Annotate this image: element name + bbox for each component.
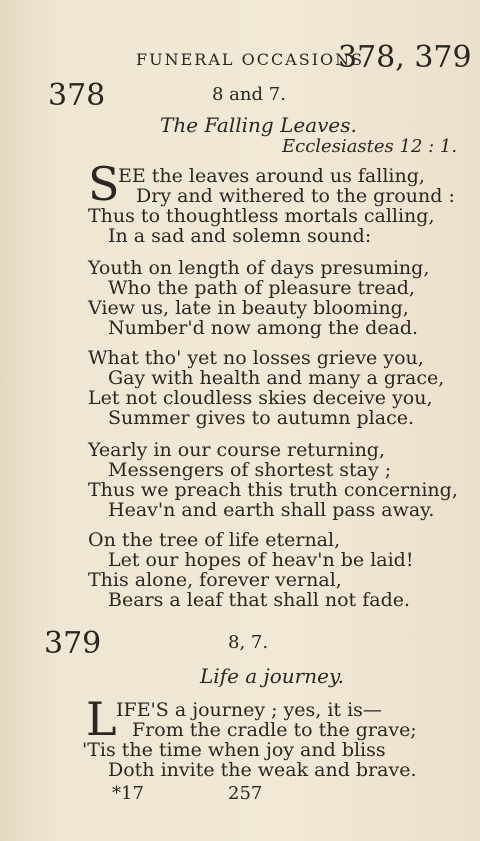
stanza [88,530,413,610]
verse-line: Thus we preach this truth concerning, [88,479,458,501]
verse-line: Summer gives to autumn place. [108,407,414,429]
verse-line: Gay with health and many a grace, [108,367,445,389]
hymn-number: 378 [48,78,106,113]
page-number: 257 [228,783,263,804]
drop-cap: L [86,692,117,746]
drop-cap: S [88,157,120,211]
verse-line: Doth invite the weak and brave. [108,759,417,781]
verse-line: From the cradle to the grave; [132,719,417,741]
hymn-title: Life a journey. [200,664,344,688]
hymn-number: 379 [44,626,102,661]
verse-line: Dry and withered to the ground : [136,185,455,207]
scripture-reference: Ecclesiastes 12 : 1. [282,136,458,157]
verse-line: Let our hopes of heav'n be laid! [108,549,414,571]
stanza [82,692,417,781]
hymn-meter: 8, 7. [228,632,269,653]
signature-mark: *17 [112,783,144,804]
verse-line: In a sad and solemn sound: [108,225,372,247]
verse-line: View us, late in beauty blooming, [88,297,409,319]
hymn-title: The Falling Leaves. [160,113,357,137]
stanza [88,157,455,247]
verse-line: Who the path of pleasure tread, [108,277,415,299]
verse-line: Thus to thoughtless mortals calling, [88,205,435,227]
hymn-meter: 8 and 7. [212,84,286,105]
stanza [88,440,458,520]
running-head: FUNERAL OCCASIONS. [136,50,371,69]
verse-line: EE the leaves around us falling, [118,165,425,187]
stanza [88,348,444,428]
verse-line: Messengers of shortest stay ; [108,459,392,481]
verse-line: Number'd now among the dead. [108,317,419,339]
verse-line: Yearly in our course returning, [88,439,386,461]
verse-line: What tho' yet no losses grieve you, [88,347,424,369]
page-hymn-numbers: 378, 379 [338,40,472,75]
verse-line: 'Tis the time when joy and bliss [82,739,386,761]
verse-line: IFE'S a journey ; yes, it is— [116,699,382,721]
verse-line: On the tree of life eternal, [88,529,341,551]
stanza [88,258,429,338]
verse-line: Heav'n and earth shall pass away. [108,499,435,521]
verse-line: Youth on length of days presuming, [88,257,430,279]
verse-line: Let not cloudless skies deceive you, [88,387,433,409]
verse-line: This alone, forever vernal, [88,569,342,591]
verse-line: Bears a leaf that shall not fade. [108,589,411,611]
